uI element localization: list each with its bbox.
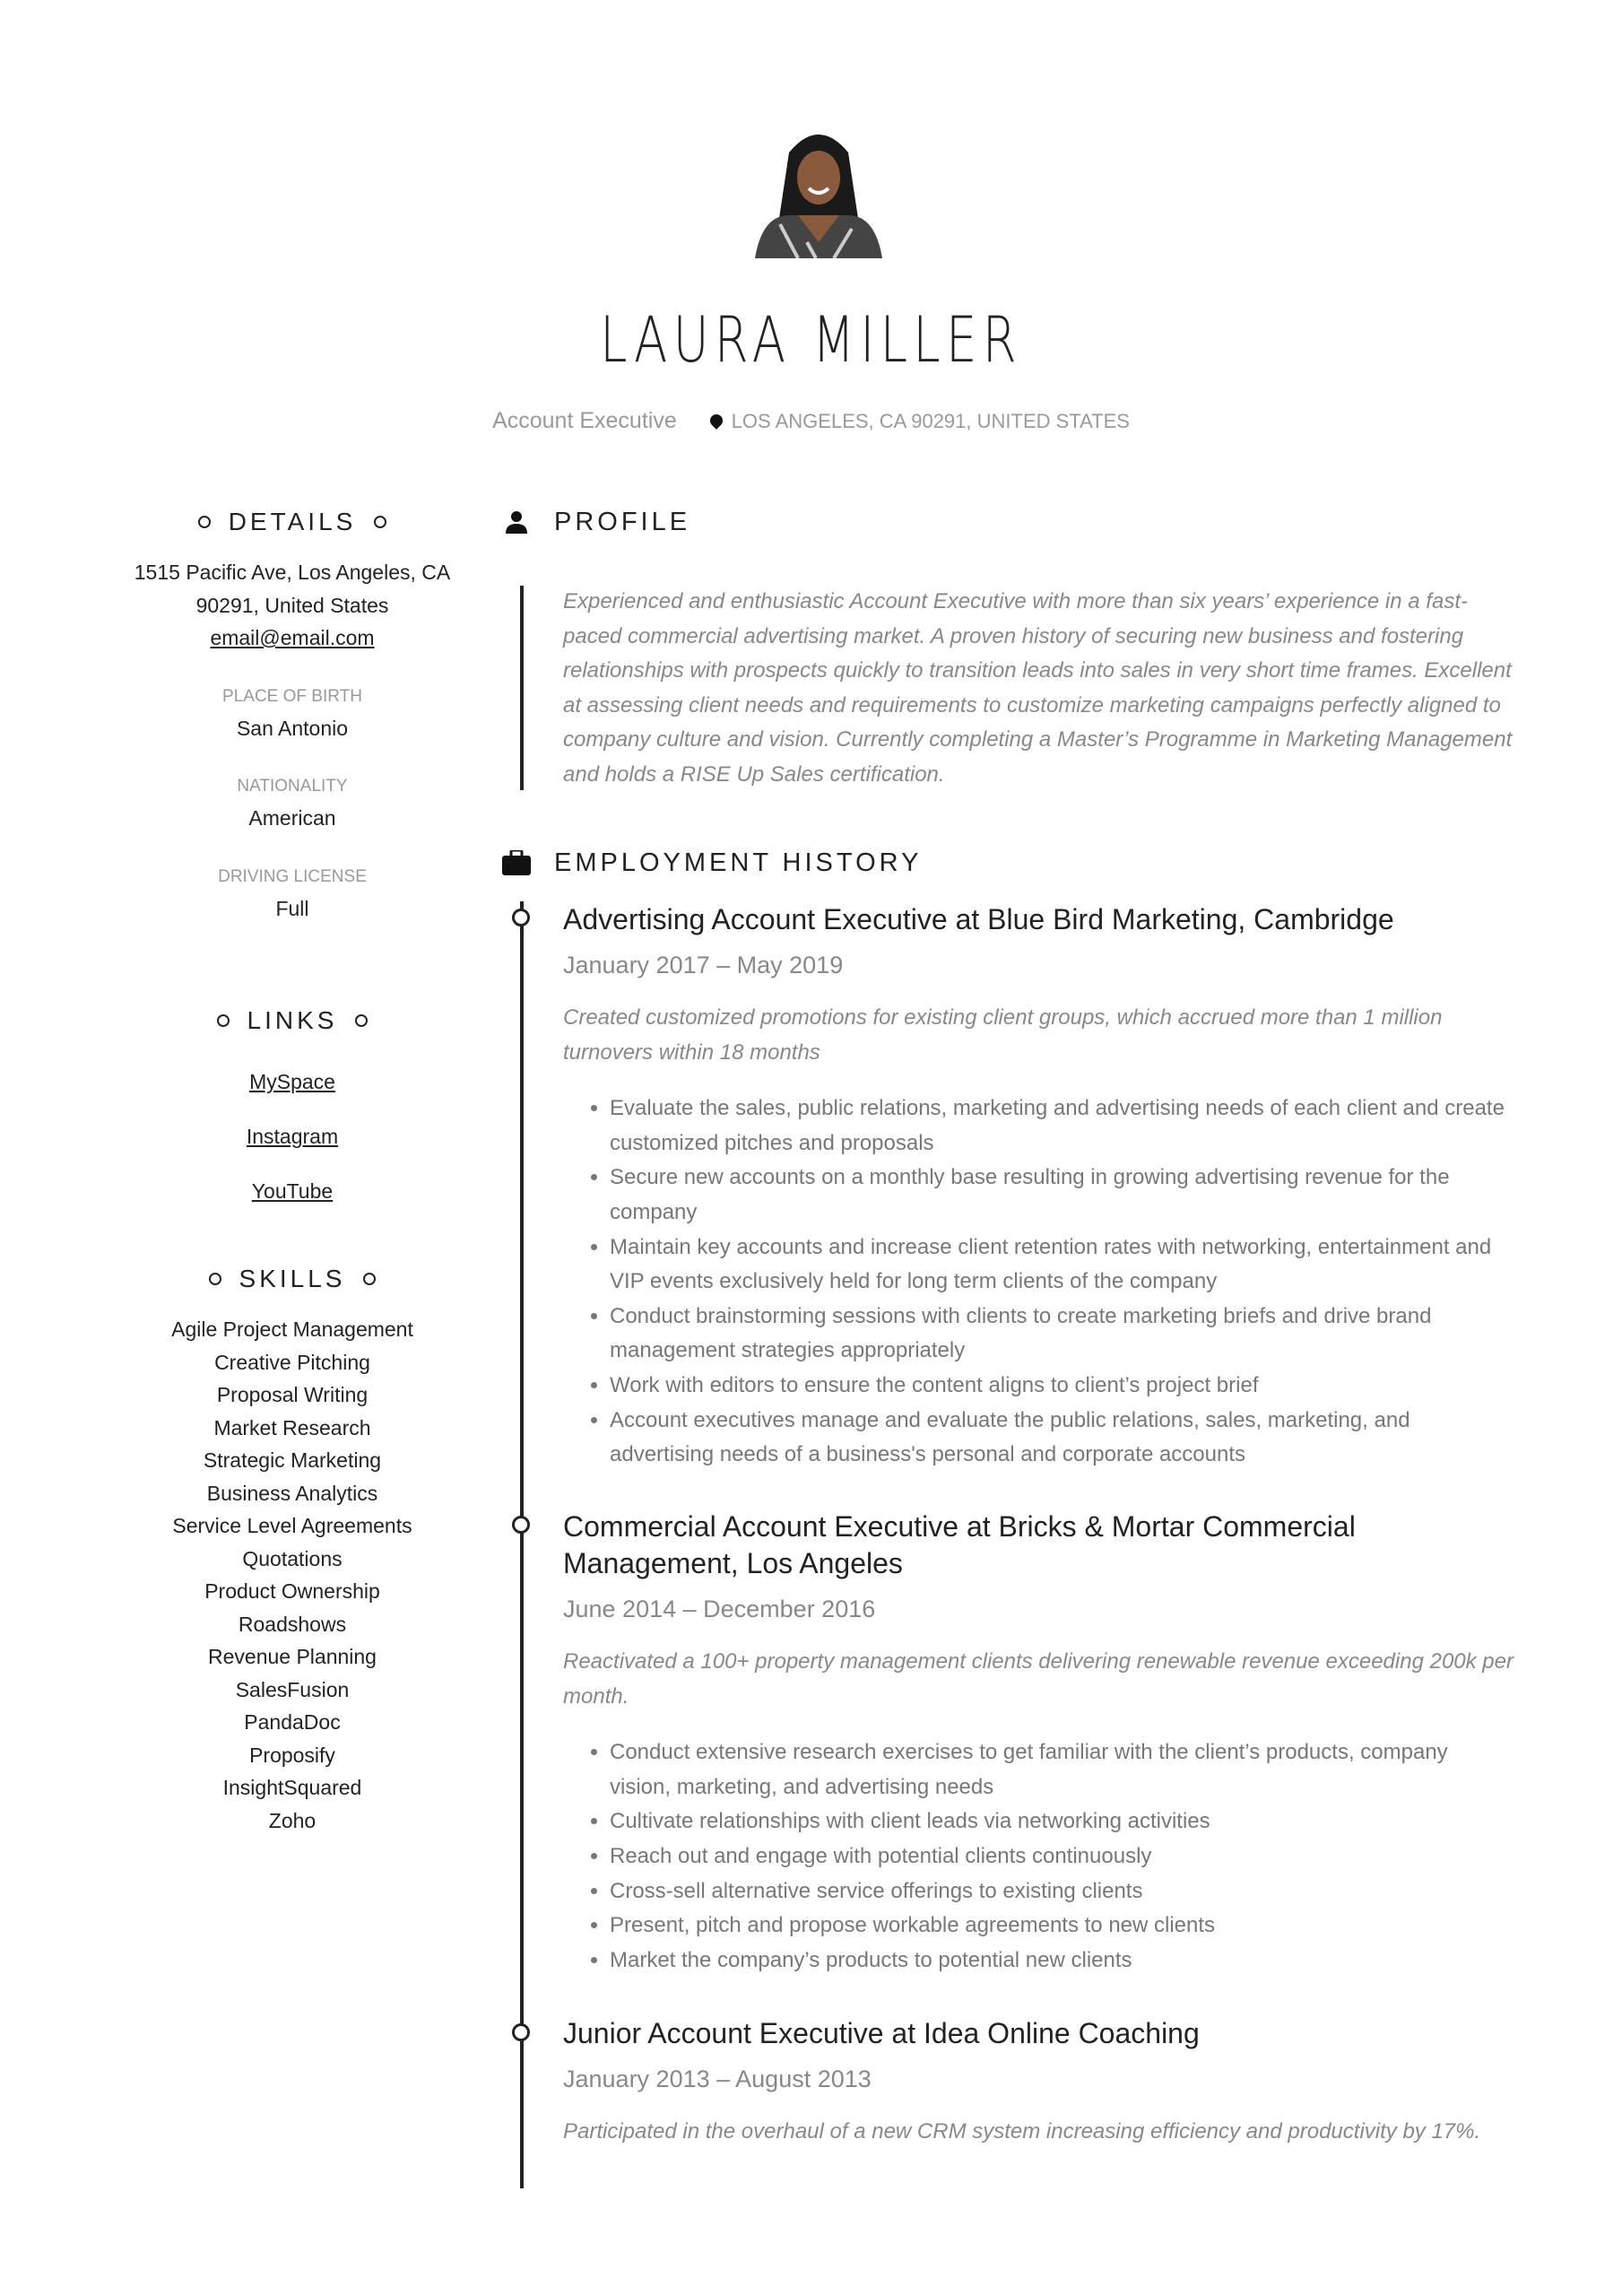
briefcase-icon bbox=[502, 850, 531, 875]
timeline-dot bbox=[512, 909, 530, 926]
job-entry bbox=[563, 2015, 1514, 2150]
email-link[interactable]: email@email.com bbox=[210, 626, 375, 649]
job-bullets bbox=[563, 1735, 1514, 1978]
job-title: Junior Account Executive at Idea Online Coaching bbox=[563, 2017, 1200, 2049]
skill-item: Roadshows bbox=[238, 1612, 347, 1636]
job-bullets bbox=[563, 1091, 1514, 1473]
field-value: San Antonio bbox=[236, 716, 349, 740]
candidate-name: LAURA MILLER bbox=[600, 303, 1022, 377]
job-description: Participated in the overhaul of a new CRM system increasing efficiency and productivity by 17%. bbox=[563, 2119, 1481, 2144]
job-title: Advertising Account Executive at Blue Bird Marketing, Cambridge bbox=[563, 903, 1394, 935]
bullet-item: • Account executives manage and evaluate the public relations, sales, marketing, and advertising needs of a business's personal and corporate accounts bbox=[610, 1404, 1514, 1473]
person-icon bbox=[502, 510, 531, 534]
field-value: Full bbox=[275, 896, 309, 920]
skill-item: Creative Pitching bbox=[214, 1350, 370, 1374]
job-title: Account Executive bbox=[492, 408, 677, 433]
heading-text: DETAILS bbox=[228, 508, 357, 535]
bullet-item: • Conduct brainstorming sessions with clients to create marketing briefs and drive brand management strategies appropriately bbox=[610, 1300, 1514, 1369]
job-description: Created customized promotions for existing client groups, which accrued more than 1 million turnovers within 18 months bbox=[563, 1005, 1443, 1065]
skill-item: SalesFusion bbox=[235, 1677, 350, 1701]
job-entry bbox=[563, 1509, 1514, 1978]
bullet-item: • Conduct extensive research exercises to get familiar with the client’s products, company vision, marketing, and advertising needs bbox=[610, 1735, 1514, 1805]
location-text: LOS ANGELES, CA 90291, UNITED STATES bbox=[731, 410, 1130, 432]
field-label: DRIVING LICENSE bbox=[218, 866, 367, 886]
job-entry bbox=[563, 901, 1514, 1473]
skill-item: Business Analytics bbox=[206, 1481, 378, 1505]
heading-text: EMPLOYMENT HISTORY bbox=[554, 848, 923, 877]
profile-photo bbox=[753, 126, 884, 258]
job-description: Reactivated a 100+ property management clients delivering renewable revenue exceeding 200k per month. bbox=[563, 1649, 1514, 1709]
skill-item: InsightSquared bbox=[222, 1776, 362, 1799]
bullet-item: • Maintain key accounts and increase client retention rates with networking, entertainment and VIP events exclusively held for long term clients of the company bbox=[610, 1231, 1514, 1300]
location bbox=[710, 410, 1130, 432]
field-value: American bbox=[248, 806, 336, 830]
bullet-item: • Present, pitch and propose workable agreements to new clients bbox=[610, 1909, 1514, 1944]
link-instagram[interactable]: Instagram bbox=[246, 1125, 339, 1148]
link-youtube[interactable]: YouTube bbox=[251, 1179, 334, 1203]
timeline-dot bbox=[512, 2023, 530, 2041]
job-dates: January 2013 – August 2013 bbox=[563, 2066, 872, 2092]
profile-heading bbox=[502, 504, 690, 540]
field-label: NATIONALITY bbox=[237, 777, 348, 796]
skill-item: Service Level Agreements bbox=[172, 1514, 412, 1537]
links-section bbox=[126, 1003, 459, 1219]
address-line: 90291, United States bbox=[195, 593, 389, 617]
details-section bbox=[126, 504, 459, 925]
job-title: Commercial Account Executive at Bricks & Mortar Commercial Management, Los Angeles bbox=[563, 1510, 1356, 1579]
job-dates: June 2014 – December 2016 bbox=[563, 1596, 876, 1622]
skills-section bbox=[126, 1261, 459, 1837]
skill-item: Proposal Writing bbox=[216, 1383, 369, 1406]
skill-item: PandaDoc bbox=[244, 1710, 341, 1734]
skill-item: Market Research bbox=[213, 1415, 371, 1439]
circle-icon bbox=[198, 516, 211, 528]
circle-icon bbox=[355, 1014, 368, 1027]
timeline-line bbox=[520, 901, 524, 2188]
subtitle bbox=[0, 408, 1622, 434]
skills-heading bbox=[126, 1261, 459, 1297]
skill-item: Agile Project Management bbox=[171, 1318, 413, 1341]
heading-text: LINKS bbox=[247, 1006, 338, 1034]
bullet-item: • Evaluate the sales, public relations, marketing and advertising needs of each client and create customized pitches and proposals bbox=[610, 1091, 1514, 1161]
field-label: PLACE OF BIRTH bbox=[222, 686, 362, 706]
circle-icon bbox=[209, 1273, 221, 1285]
circle-icon bbox=[217, 1014, 230, 1027]
timeline-dot bbox=[512, 1516, 530, 1534]
bullet-item: • Secure new accounts on a monthly base resulting in growing advertising revenue for the company bbox=[610, 1161, 1514, 1230]
job-dates: January 2017 – May 2019 bbox=[563, 952, 844, 978]
bullet-item: • Reach out and engage with potential clients continuously bbox=[610, 1839, 1514, 1874]
skill-item: Revenue Planning bbox=[208, 1645, 377, 1668]
bullet-item: • Market the company’s products to potential new clients bbox=[610, 1944, 1514, 1979]
address bbox=[126, 556, 459, 622]
bullet-item: • Work with editors to ensure the content aligns to client’s project brief bbox=[610, 1369, 1514, 1404]
details-heading bbox=[126, 504, 459, 540]
profile-divider bbox=[520, 586, 524, 790]
heading-text: PROFILE bbox=[554, 507, 691, 536]
location-pin-icon bbox=[707, 412, 725, 430]
bullet-item: • Cross-sell alternative service offerings to existing clients bbox=[610, 1874, 1514, 1909]
skill-item: Product Ownership bbox=[204, 1579, 380, 1603]
bullet-item: • Cultivate relationships with client leads via networking activities bbox=[610, 1805, 1514, 1839]
heading-text: SKILLS bbox=[239, 1265, 346, 1292]
skills-list bbox=[126, 1313, 459, 1837]
skill-item: Zoho bbox=[268, 1808, 317, 1832]
skill-item: Proposify bbox=[249, 1743, 335, 1767]
circle-icon bbox=[374, 516, 386, 528]
profile-text: Experienced and enthusiastic Account Executive with more than six years’ experience in a fast-paced commercial advertising market. A proven history of securing new business and fostering relationships with prospects quickly to transition leads into sales in very short time frames. Excellent at assessing client needs and requirements to customize marketing campaigns perfectly aligned to company culture and vision. Currently completing a Master’s Programme in Marketing Management and holds a RISE Up Sales certification. bbox=[563, 589, 1513, 787]
circle-icon bbox=[363, 1273, 376, 1285]
address-line: 1515 Pacific Ave, Los Angeles, CA bbox=[134, 561, 451, 584]
link-myspace[interactable]: MySpace bbox=[249, 1070, 335, 1093]
employment-heading bbox=[502, 845, 922, 881]
links-heading bbox=[126, 1003, 459, 1039]
skill-item: Quotations bbox=[242, 1546, 343, 1570]
skill-item: Strategic Marketing bbox=[203, 1448, 382, 1472]
